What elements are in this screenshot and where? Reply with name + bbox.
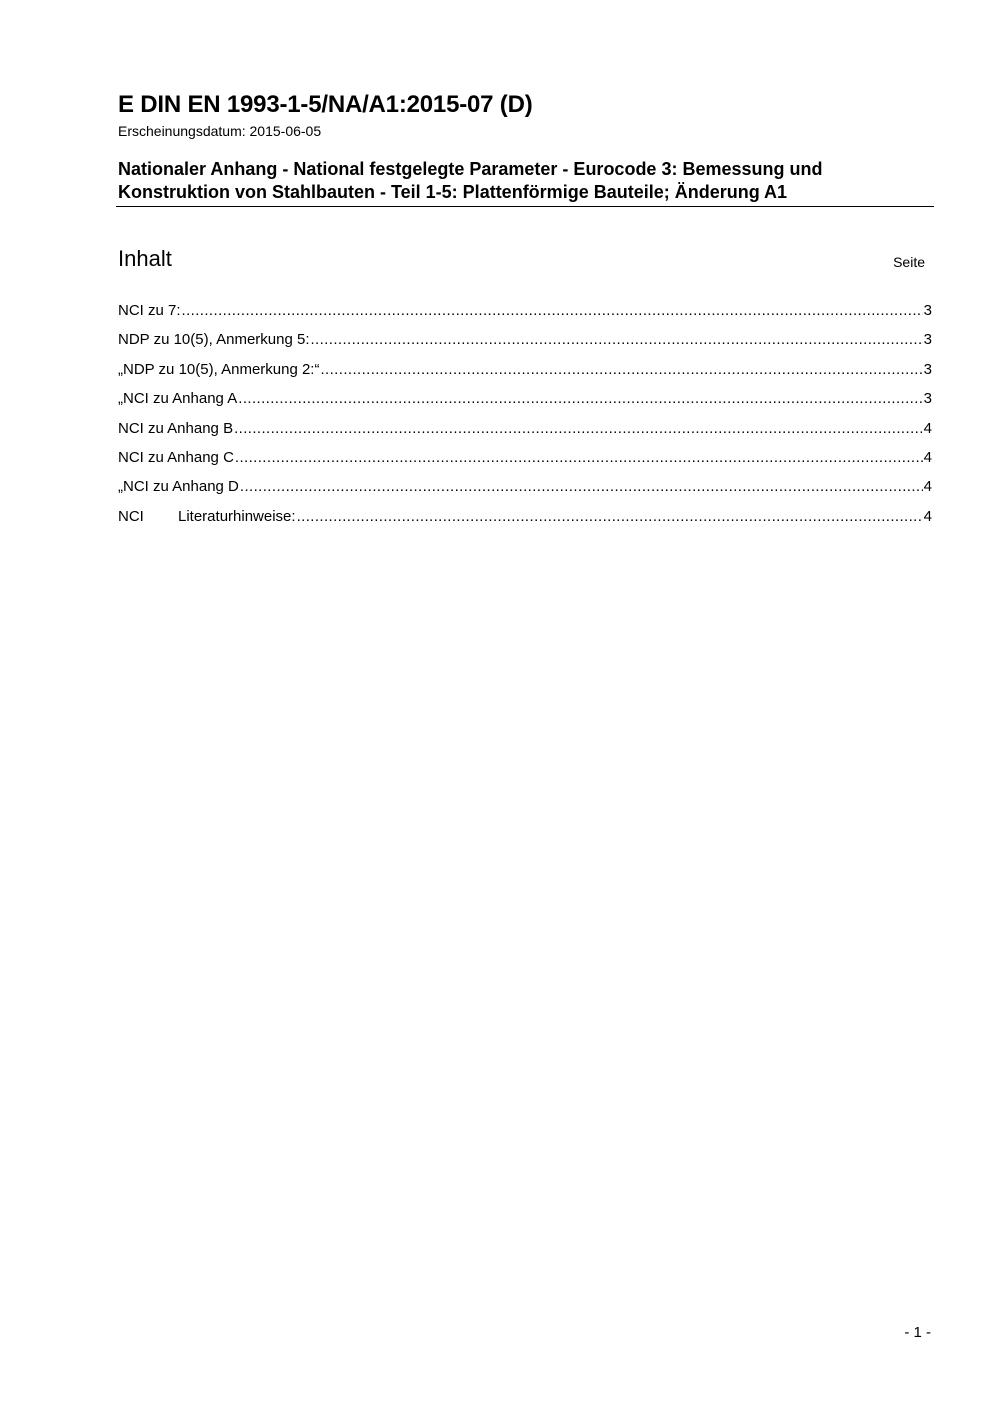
toc-entry[interactable] <box>118 359 932 388</box>
toc-entry-label: „NCI zu Anhang D <box>118 478 239 496</box>
toc-entry-label: NCI zu Anhang C <box>118 448 234 466</box>
subtitle-line-1: Nationaler Anhang - National festgelegte Parameter - Eurocode 3: Bemessung und <box>118 159 823 179</box>
toc-dot-leader <box>182 300 923 322</box>
toc-entry-page: 4 <box>923 448 932 466</box>
toc-dot-leader <box>240 476 923 498</box>
toc-entry[interactable] <box>118 418 932 447</box>
document-subtitle <box>118 158 918 204</box>
toc-page-column-heading: Seite <box>893 254 925 270</box>
toc-dot-leader <box>310 329 922 351</box>
toc-entry-number: NCI <box>118 507 144 525</box>
toc-entry-page: 3 <box>923 360 932 378</box>
toc-dot-leader <box>238 388 922 410</box>
toc-entry-label: „NCI zu Anhang A <box>118 390 238 408</box>
toc-entry-label: NDP zu 10(5), Anmerkung 5: <box>118 331 310 349</box>
toc-entry-page: 4 <box>923 507 932 525</box>
toc-entry[interactable] <box>118 329 932 358</box>
document-title: E DIN EN 1993-1-5/NA/A1:2015-07 (D) <box>118 91 533 118</box>
toc-entry-page: 3 <box>923 302 932 319</box>
toc-entry[interactable] <box>118 447 932 476</box>
toc-entry[interactable] <box>118 476 932 505</box>
toc-dot-leader <box>235 447 923 469</box>
toc-entry-label: NCI zu Anhang B <box>118 419 234 437</box>
toc-dot-leader <box>320 359 922 381</box>
toc-dot-leader <box>297 506 923 528</box>
page-number: - 1 - <box>904 1324 931 1341</box>
toc-entry-page: 3 <box>923 390 932 408</box>
toc-entry[interactable] <box>118 506 932 535</box>
toc-heading: Inhalt <box>118 246 172 271</box>
publication-date: Erscheinungsdatum: 2015-06-05 <box>118 123 322 139</box>
toc-entry-label: „NDP zu 10(5), Anmerkung 2:“ <box>118 360 320 378</box>
table-of-contents <box>118 300 932 535</box>
toc-dot-leader <box>234 418 923 440</box>
toc-entry-page: 3 <box>923 331 932 349</box>
toc-entry-page: 4 <box>923 419 932 437</box>
toc-entry[interactable] <box>118 388 932 417</box>
toc-entry-label: NCI zu 7: <box>118 302 181 319</box>
title-divider <box>116 206 934 207</box>
toc-entry-page: 4 <box>923 478 932 496</box>
subtitle-line-2: Konstruktion von Stahlbauten - Teil 1-5: Plattenförmige Bauteile; Änderung A1 <box>118 182 788 202</box>
toc-entry-label-group <box>118 506 296 528</box>
toc-entry[interactable] <box>118 300 932 329</box>
toc-entry-label: Literaturhinweise: <box>178 507 296 525</box>
